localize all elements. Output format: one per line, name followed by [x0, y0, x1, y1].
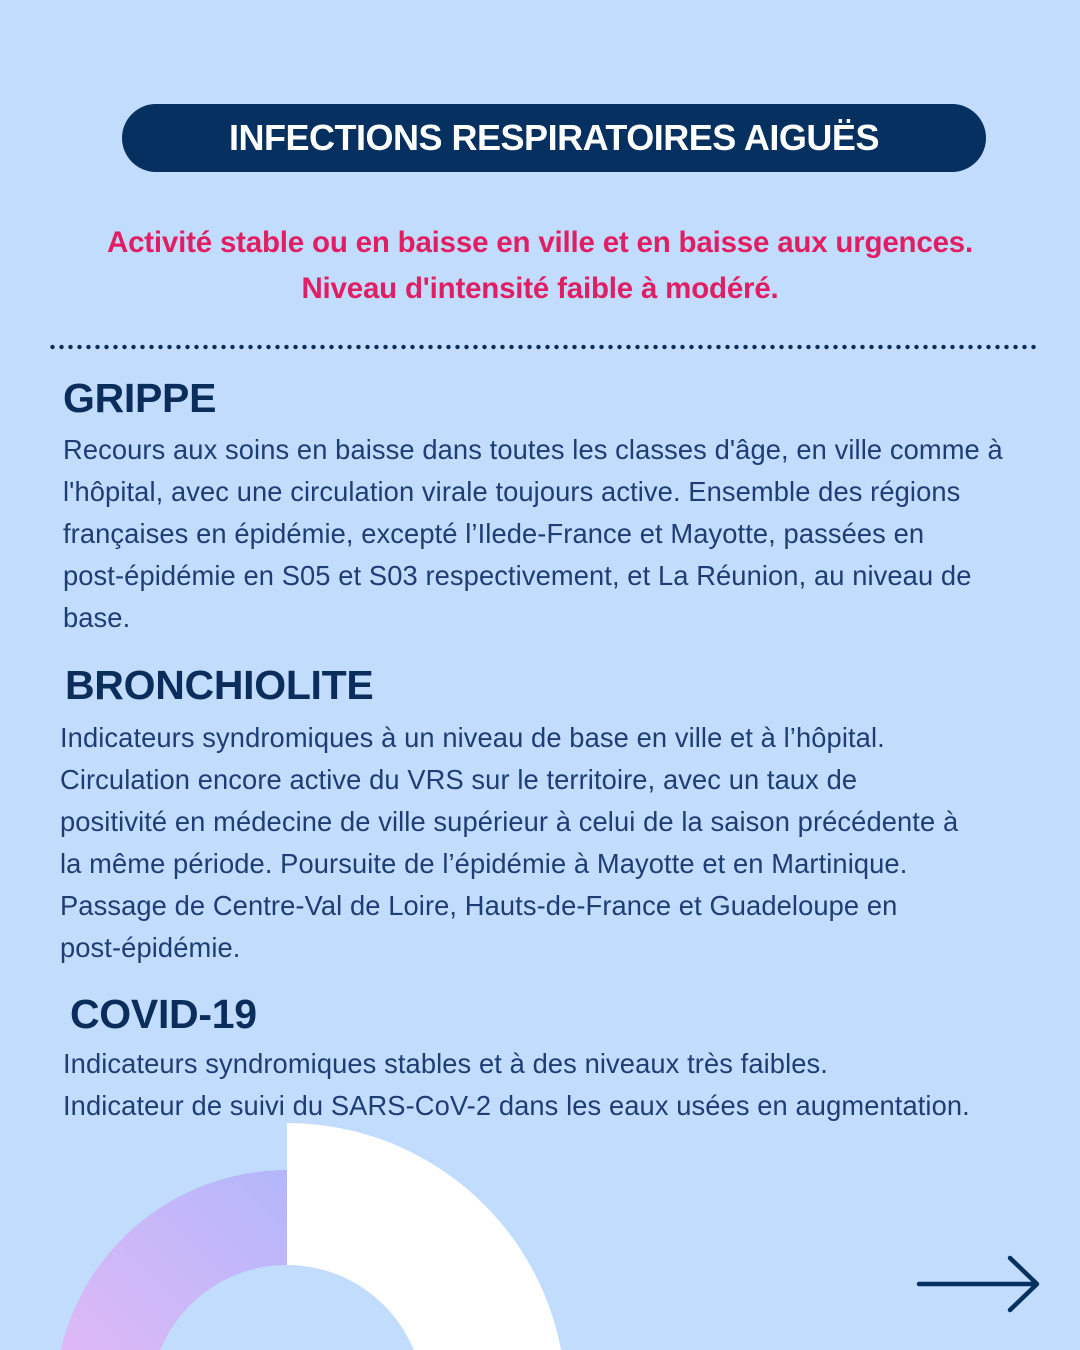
body-line: Passage de Centre-Val de Loire, Hauts-de-France et Guadeloupe en: [60, 890, 898, 921]
summary-highlight: [40, 220, 1040, 312]
body-line: l'hôpital, avec une circulation virale toujours active. Ensemble des régions: [63, 476, 961, 507]
ring-decoration: [0, 1100, 620, 1350]
ring-decoration-graphic: [0, 1100, 620, 1350]
body-line: la même période. Poursuite de l’épidémie à Mayotte et en Martinique.: [60, 848, 908, 879]
body-line: Recours aux soins en baisse dans toutes les classes d'âge, en ville comme à: [63, 434, 1003, 465]
section-heading-grippe: GRIPPE: [63, 375, 217, 421]
body-line: françaises en épidémie, excepté l’Ilede-France et Mayotte, passées en: [63, 518, 925, 549]
body-line: post-épidémie.: [60, 932, 241, 963]
body-line: base.: [63, 602, 131, 633]
body-line: post-épidémie en S05 et S03 respectivement, et La Réunion, au niveau de: [63, 560, 972, 591]
ring-segment-white: [287, 1123, 566, 1350]
ring-segment-gradient: [55, 1170, 287, 1350]
section-body-grippe: [63, 429, 1003, 639]
arrow-right-icon: [916, 1255, 1042, 1313]
page-title: INFECTIONS RESPIRATOIRES AIGUËS: [229, 117, 879, 158]
body-line: Indicateurs syndromiques à un niveau de base en ville et à l’hôpital.: [60, 722, 885, 753]
body-line: Circulation encore active du VRS sur le territoire, avec un taux de: [60, 764, 858, 795]
summary-line-1: Activité stable ou en baisse en ville et en baisse aux urgences.: [106, 226, 973, 259]
body-line: Indicateurs syndromiques stables et à des niveaux très faibles.: [63, 1048, 828, 1079]
section-heading-covid: COVID-19: [70, 991, 257, 1037]
body-line: positivité en médecine de ville supérieur à celui de la saison précédente à: [60, 806, 959, 837]
summary-line-2: Niveau d'intensité faible à modéré.: [301, 272, 779, 305]
section-body-bronchiolite: [60, 717, 958, 969]
section-heading-bronchiolite: BRONCHIOLITE: [65, 662, 374, 708]
next-button[interactable]: [916, 1255, 1042, 1313]
title-banner: [122, 104, 986, 172]
body-line: Indicateur de suivi du SARS-CoV-2 dans les eaux usées en augmentation.: [63, 1090, 970, 1121]
dotted-divider: [48, 344, 1036, 350]
